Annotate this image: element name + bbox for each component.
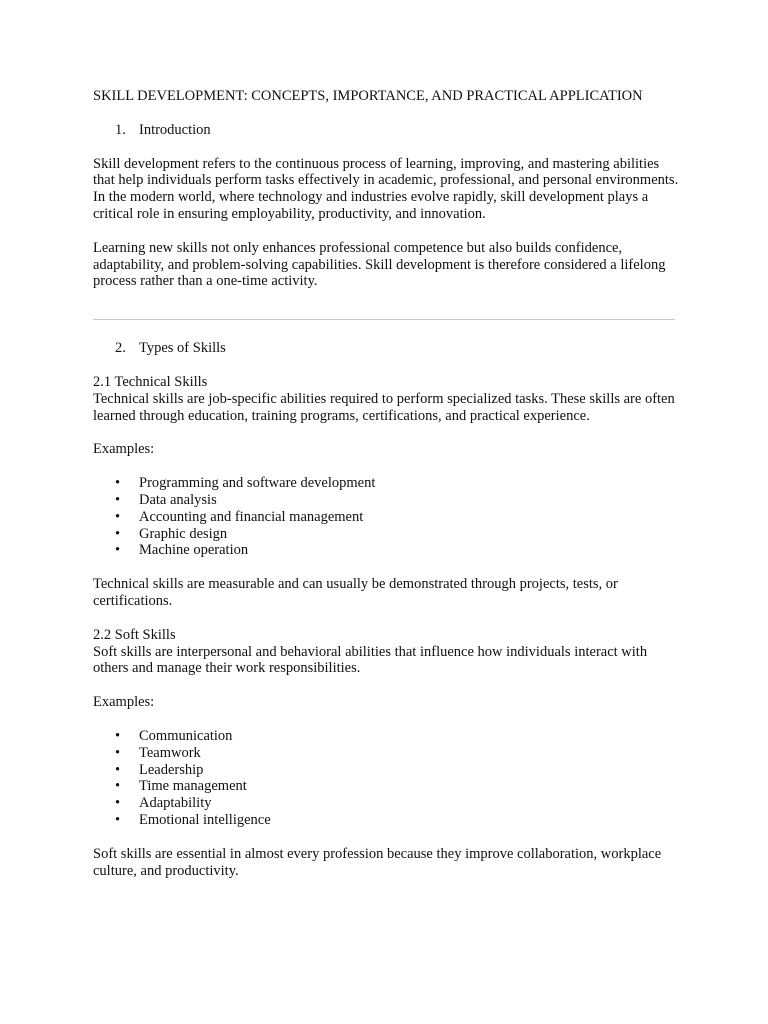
list-item-text: Machine operation <box>139 542 249 559</box>
bullet-icon: • <box>115 508 121 525</box>
bullet-icon: • <box>115 491 121 508</box>
section-1-heading <box>93 122 683 139</box>
soft-skills-subheading: 2.2 Soft Skills <box>93 626 176 643</box>
list-item <box>93 542 683 559</box>
list-item-text: Programming and software development <box>139 475 376 492</box>
list-item-text: Leadership <box>139 761 204 778</box>
section-1-title: Introduction <box>139 121 211 138</box>
bullet-icon: • <box>115 761 121 778</box>
bullet-icon: • <box>115 542 121 559</box>
bullet-icon: • <box>115 811 121 828</box>
list-item-text: Data analysis <box>139 491 217 508</box>
list-item <box>93 778 683 795</box>
document-page <box>93 88 683 879</box>
list-item <box>93 812 683 829</box>
document-title: SKILL DEVELOPMENT: CONCEPTS, IMPORTANCE, AND PRACTICAL APPLICATION <box>93 88 643 104</box>
list-item-text: Accounting and financial management <box>139 508 364 525</box>
soft-examples-list <box>93 728 683 829</box>
bullet-icon: • <box>115 727 121 744</box>
list-item <box>93 526 683 543</box>
section-1-number: 1. <box>115 121 126 138</box>
technical-skills-closing: Technical skills are measurable and can usually be demonstrated through projects, tests, or certifications. <box>93 576 618 609</box>
list-item <box>93 492 683 509</box>
technical-skills-subheading: 2.1 Technical Skills <box>93 373 208 390</box>
bullet-icon: • <box>115 744 121 761</box>
bullet-icon: • <box>115 778 121 795</box>
section-2-heading <box>93 340 683 357</box>
technical-skills-description: Technical skills are job-specific abilities required to perform specialized tasks. These skills are often learned through education, training programs, certifications, and practical experience. <box>93 390 675 424</box>
list-item <box>93 509 683 526</box>
list-item <box>93 762 683 779</box>
bullet-icon: • <box>115 795 121 812</box>
list-item <box>93 728 683 745</box>
soft-skills-description: Soft skills are interpersonal and behavioral abilities that influence how individuals interact with others and manage their work responsibilities. <box>93 643 648 677</box>
list-item-text: Time management <box>139 778 247 795</box>
section-2-number: 2. <box>115 340 126 357</box>
soft-examples-label: Examples: <box>93 694 155 711</box>
intro-paragraph-1: Skill development refers to the continuous process of learning, improving, and mastering abilities that help individuals perform tasks effectively in academic, professional, and personal environments. In the modern world, where technology and industries evolve rapidly, skill development plays a critical role in ensuring employability, productivity, and innovation. <box>93 155 679 222</box>
list-item-text: Teamwork <box>139 744 201 761</box>
list-item <box>93 745 683 762</box>
list-item-text: Communication <box>139 727 233 744</box>
list-item <box>93 475 683 492</box>
intro-paragraph-2: Learning new skills not only enhances professional competence but also builds confidence, adaptability, and problem-solving capabilities. Skill development is therefore considered a lifelong process rather than a one-time activity. <box>93 239 666 290</box>
bullet-icon: • <box>115 525 121 542</box>
technical-examples-list <box>93 475 683 559</box>
list-item-text: Adaptability <box>139 795 212 812</box>
technical-examples-label: Examples: <box>93 441 155 458</box>
bullet-icon: • <box>115 475 121 492</box>
list-item-text: Emotional intelligence <box>139 811 271 828</box>
list-item-text: Graphic design <box>139 525 228 542</box>
list-item <box>93 795 683 812</box>
section-2-title: Types of Skills <box>139 340 226 357</box>
section-divider <box>93 319 675 320</box>
soft-skills-closing: Soft skills are essential in almost every profession because they improve collaboration, workplace culture, and productivity. <box>93 845 662 879</box>
